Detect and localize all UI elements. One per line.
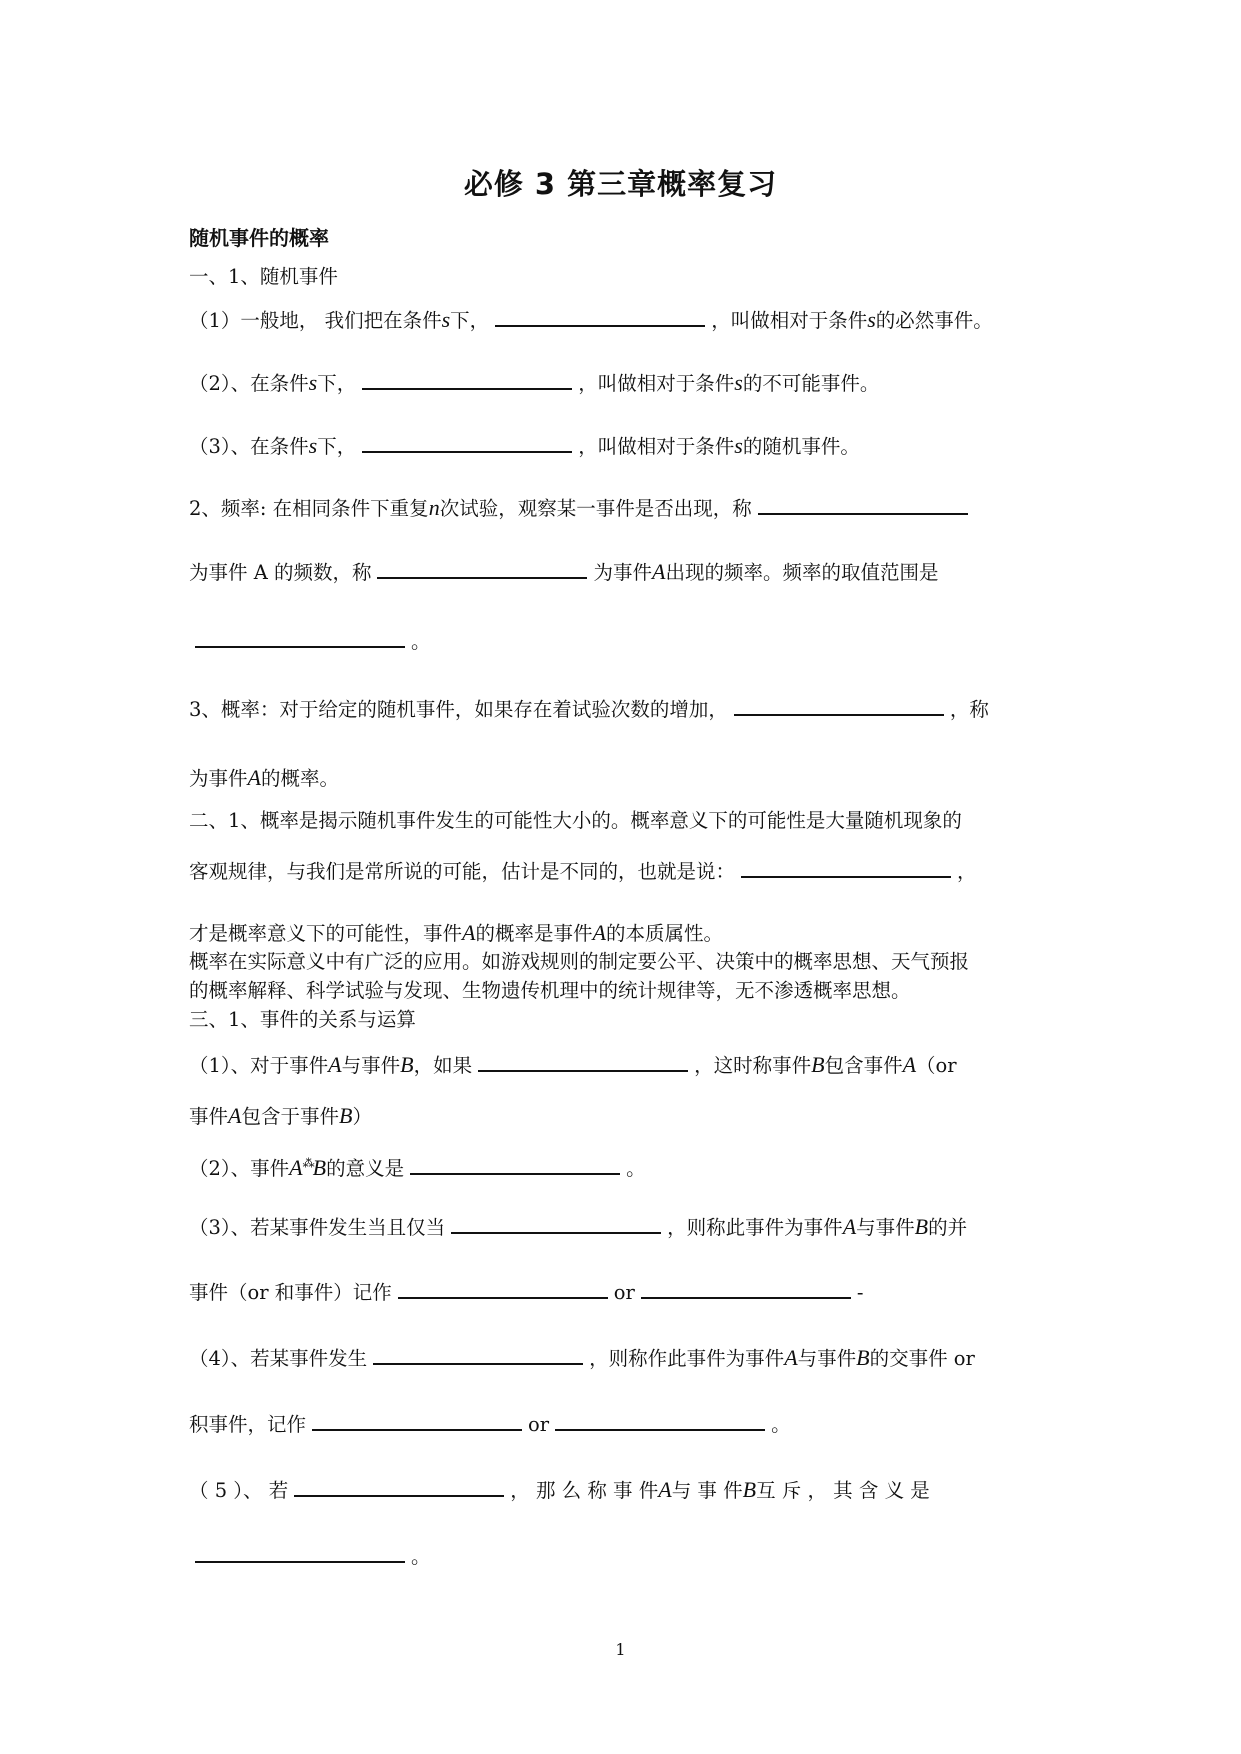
fill-blank[interactable]	[195, 628, 405, 648]
text-line: （2）、事件A⁂B的意义是 。	[189, 1155, 646, 1180]
text-line: 一、1、随机事件	[189, 265, 338, 288]
fill-blank[interactable]	[195, 1543, 405, 1563]
page-number: 1	[615, 1640, 626, 1659]
text-line: 。	[189, 628, 1059, 655]
text-line: 的概率解释、科学试验与发现、生物遗传机理中的统计规律等，无不渗透概率思想。	[189, 979, 911, 1002]
fill-blank[interactable]	[312, 1411, 522, 1431]
fill-blank[interactable]	[495, 307, 705, 327]
text-line: （1）、对于事件A与事件B，如果 ，这时称事件B包含事件A（or	[189, 1052, 957, 1077]
text-line: 3、概率：对于给定的随机事件，如果存在着试验次数的增加， ，称	[189, 698, 989, 721]
text-line: 积事件，记作 or 。	[189, 1413, 791, 1436]
fill-blank[interactable]	[641, 1279, 851, 1299]
text-line: 为事件A的概率。	[189, 765, 339, 790]
text-line: 三、1、事件的关系与运算	[189, 1008, 416, 1031]
fill-blank[interactable]	[478, 1052, 688, 1072]
fill-blank[interactable]	[758, 495, 968, 515]
fill-blank[interactable]	[410, 1155, 620, 1175]
text-line: （2）、在条件s下， ，叫做相对于条件s的不可能事件。	[189, 370, 880, 395]
text-line: （4）、若某事件发生 ，则称作此事件为事件A与事件B的交事件 or	[189, 1345, 975, 1370]
fill-blank[interactable]	[734, 696, 944, 716]
text-line: 客观规律，与我们是常所说的可能，估计是不同的，也就是说： ，	[189, 860, 977, 883]
fill-blank[interactable]	[398, 1279, 608, 1299]
fill-blank[interactable]	[362, 433, 572, 453]
text-line: 二、1、概率是揭示随机事件发生的可能性大小的。概率意义下的可能性是大量随机现象的	[189, 809, 962, 832]
text-line: 为事件 A 的频数，称 为事件A出现的频率。频率的取值范围是	[189, 559, 939, 584]
text-line: 。	[189, 1543, 1059, 1570]
text-line: （1）一般地， 我们把在条件s下， ，叫做相对于条件s的必然事件。	[189, 307, 993, 332]
text-line: （3）、若某事件发生当且仅当 ，则称此事件为事件A与事件B的并	[189, 1214, 968, 1239]
section-heading: 随机事件的概率	[189, 226, 329, 250]
page-title: 必修 3 第三章概率复习	[463, 167, 778, 201]
text-line: 才是概率意义下的可能性，事件A的概率是事件A的本质属性。	[189, 920, 723, 945]
text-line: （ 5 ）、 若 ， 那 么 称 事 件A与 事 件B互 斥 ， 其 含 义 是	[189, 1477, 930, 1502]
text-line: 2、频率: 在相同条件下重复n次试验，观察某一事件是否出现，称	[189, 495, 1059, 522]
fill-blank[interactable]	[294, 1477, 504, 1497]
contain-symbol: ⁂	[302, 1156, 313, 1170]
fill-blank[interactable]	[741, 858, 951, 878]
fill-blank[interactable]	[362, 370, 572, 390]
text-line: 事件A包含于事件B）	[189, 1103, 372, 1128]
text-line: 事件（or 和事件）记作 or -	[189, 1281, 864, 1304]
fill-blank[interactable]	[377, 559, 587, 579]
fill-blank[interactable]	[451, 1214, 661, 1234]
text-line: （3）、在条件s下， ，叫做相对于条件s的随机事件。	[189, 433, 860, 458]
text-line: 概率在实际意义中有广泛的应用。如游戏规则的制定要公平、决策中的概率思想、天气预报	[189, 950, 970, 973]
fill-blank[interactable]	[555, 1411, 765, 1431]
fill-blank[interactable]	[373, 1345, 583, 1365]
